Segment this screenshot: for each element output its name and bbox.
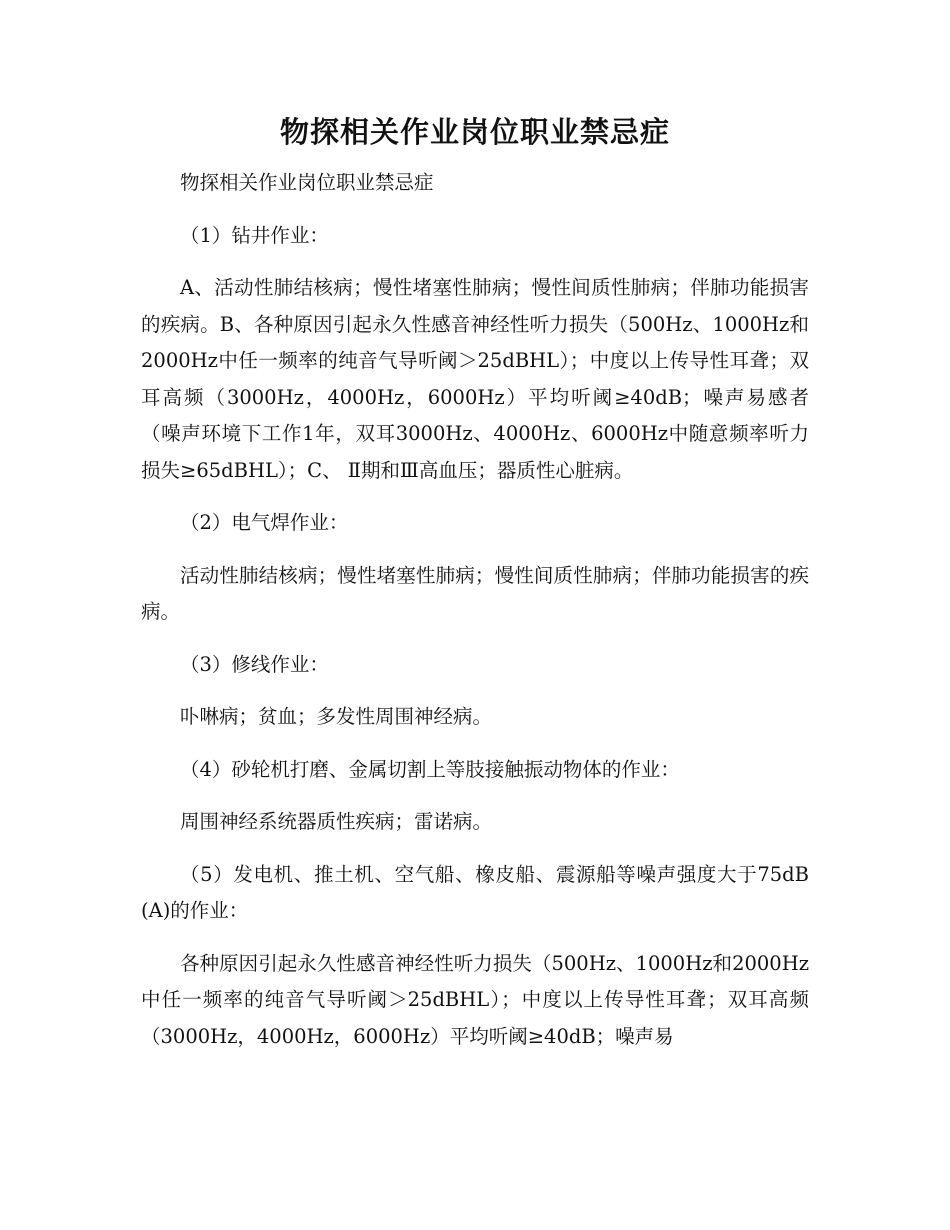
paragraph-subtitle: 物探相关作业岗位职业禁忌症 <box>180 171 434 194</box>
paragraph-line-repair-contraindications: 卟啉病；贫血；多发性周围神经病。 <box>180 705 493 728</box>
paragraph-noise-contraindications: 各种原因引起永久性感音神经性听力损失（500Hz、1000Hz和2000Hz中任一频率的纯音气导听阈＞25dBHL）；中度以上传导性耳聋；双耳高频（3000Hz，4000Hz，6000Hz）平均听阈≥40dB；噪声易 <box>141 951 809 1048</box>
paragraph-heading-vibration: （4）砂轮机打磨、金属切割上等肢接触振动物体的作业： <box>180 757 680 781</box>
paragraph-vibration-contraindications: 周围神经系统器质性疾病；雷诺病。 <box>180 810 493 833</box>
paragraph-heading-drilling: （1）钻井作业： <box>180 223 329 247</box>
document-body <box>141 165 809 1055</box>
document-title: 物探相关作业岗位职业禁忌症 <box>279 115 670 149</box>
paragraph-drilling-contraindications: A、活动性肺结核病；慢性堵塞性肺病；慢性间质性肺病；伴肺功能损害的疾病。B、各种原因引起永久性感音神经性听力损失（500Hz、1000Hz和2000Hz中任一频率的纯音气导听阈＞25dBHL）；中度以上传导性耳聋；双耳高频（3000Hz，4000Hz，6000Hz）平均听阈≥40dB；噪声易感者（噪声环境下工作1年，双耳3000Hz、4000Hz、6000Hz中随意频率听力损失≥65dBHL）；C、 Ⅱ期和Ⅲ高血压；器质性心脏病。 <box>141 276 809 482</box>
paragraph-heading-line-repair: （3）修线作业： <box>180 652 329 676</box>
paragraph-welding-contraindications: 活动性肺结核病；慢性堵塞性肺病；慢性间质性肺病；伴肺功能损害的疾病。 <box>141 563 809 623</box>
paragraph-heading-welding: （2）电气焊作业： <box>180 511 349 534</box>
paragraph-heading-noise: （5）发电机、推土机、空气船、橡皮船、震源船等噪声强度大于75dB(A)的作业： <box>141 862 809 922</box>
